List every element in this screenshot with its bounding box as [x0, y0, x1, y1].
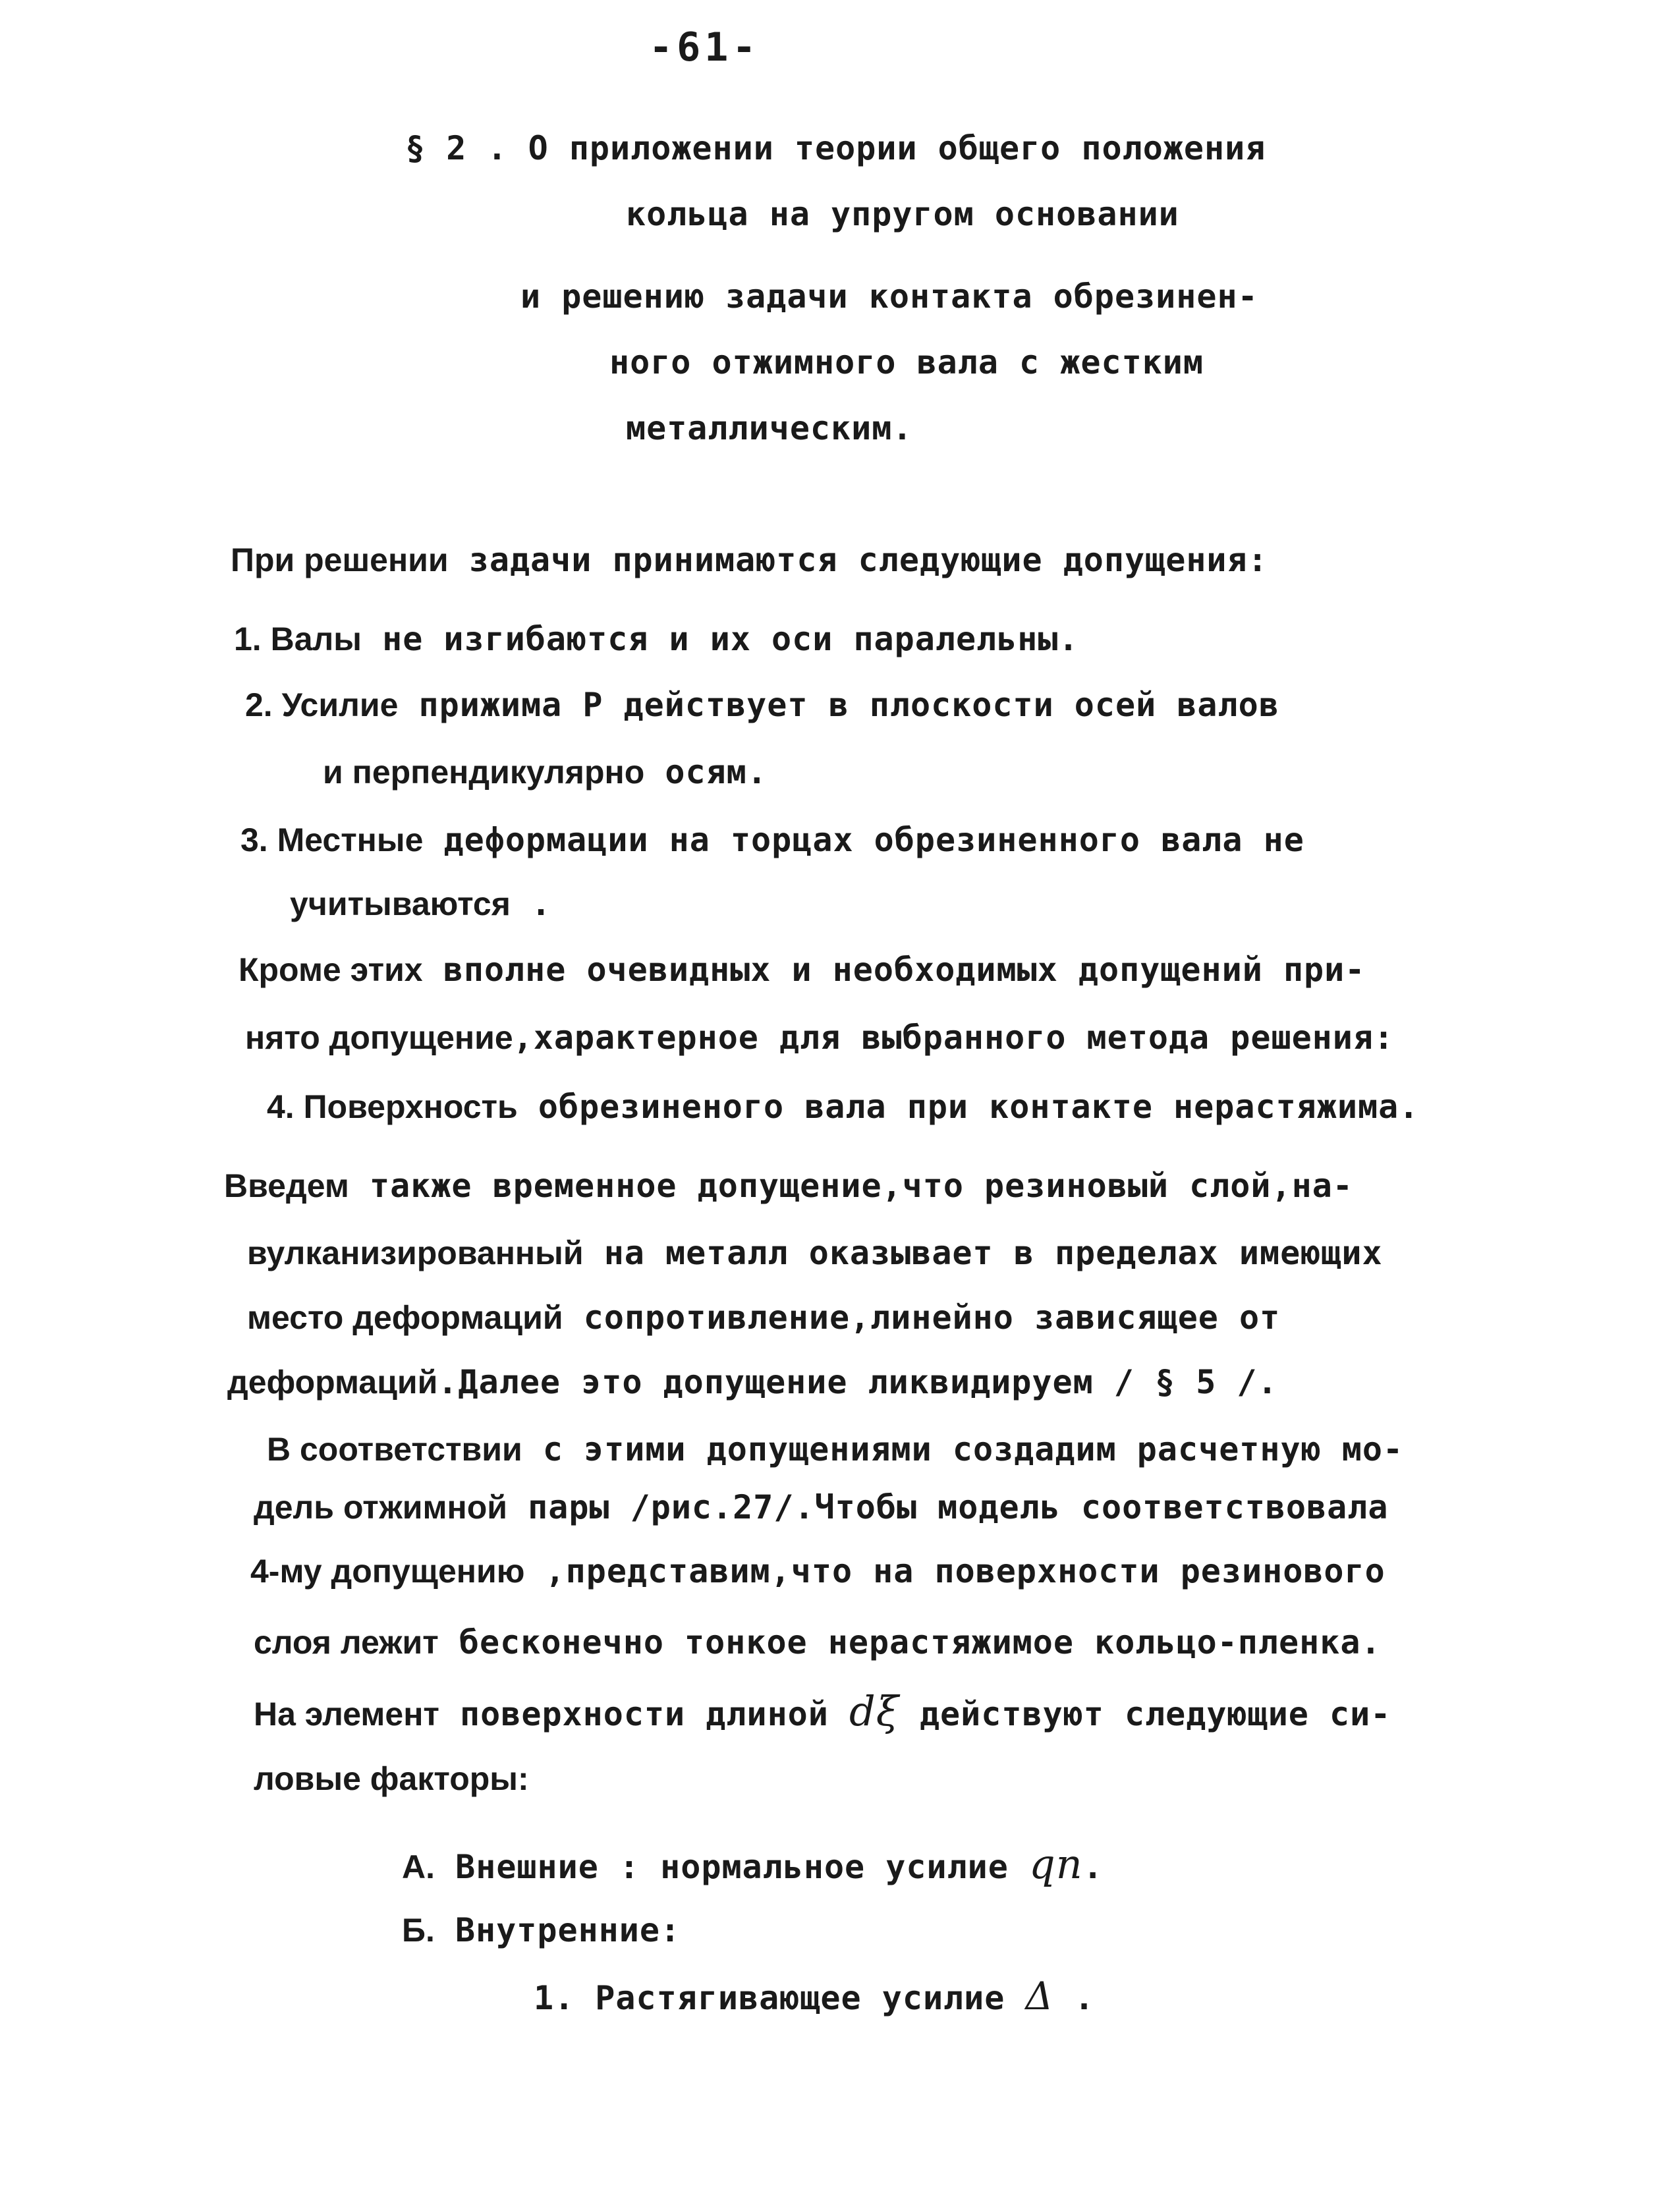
list-item-a-text: Внешние : нормальное усилие: [455, 1848, 1009, 1886]
assumption-3-cont: [290, 884, 551, 924]
title-line-1: § 2 . О приложении теории общего положения: [405, 129, 1266, 167]
list-item-a: [402, 1840, 1104, 1888]
para-3-line-2-b: пары /рис.27/.Чтобы модель соответствовала: [528, 1488, 1389, 1526]
para-2-line-3-b: сопротивление,линейно зависящее от: [583, 1298, 1281, 1337]
page-number: -61-: [649, 24, 760, 70]
para-3-line-1-b: с этими допущениями создадим расчетную мо-: [542, 1430, 1404, 1468]
para-3-line-6: [254, 1759, 529, 1798]
list-item-b-1-text: 1. Растягивающее усилие: [534, 1979, 1005, 2017]
para-2-line-4: [227, 1362, 1278, 1402]
para-2-line-2-a: вулканизированный: [247, 1235, 584, 1271]
para-2-line-2: [247, 1233, 1383, 1273]
para-3-line-6-a: ловые факторы:: [254, 1760, 529, 1797]
assumption-2-a: 2. Усилие: [245, 686, 399, 723]
para-3-line-5-c: действуют следующие си-: [919, 1695, 1391, 1733]
list-item-b-1-end: .: [1074, 1979, 1095, 2017]
para-3-line-1-a: В соответствии: [267, 1431, 522, 1468]
list-item-b-text: Внутренние:: [455, 1911, 681, 1949]
title-line-2: кольца на упругом основании: [626, 195, 1179, 233]
assumption-3-cont-b: .: [531, 885, 552, 923]
intro-text-b: задачи принимаются следующие допущения:: [468, 541, 1268, 579]
para-3-line-5-b: поверхности длиной: [460, 1695, 829, 1733]
assumption-2-cont-b: осям.: [665, 753, 768, 791]
assumption-4-b: обрезиненого вала при контакте нерастяжима.: [538, 1088, 1420, 1126]
para-3-line-4-b: бесконечно тонкое нерастяжимое кольцо-пленка.: [459, 1623, 1382, 1661]
para-3-line-5-a: На элемент: [254, 1696, 439, 1733]
para-1-line-1-a: Кроме этих: [238, 951, 423, 988]
para-3-line-1: [267, 1430, 1403, 1469]
para-1-line-1-b: вполне очевидных и необходимых допущений при-: [443, 951, 1366, 989]
para-3-line-4: [254, 1623, 1382, 1662]
para-3-line-3-b: ,представим,что на поверхности резинового: [545, 1552, 1386, 1590]
para-2-line-2-b: на металл оказывает в пределах имеющих: [603, 1234, 1383, 1272]
assumption-2: [245, 685, 1279, 725]
para-3-line-5: [254, 1687, 1391, 1735]
delta-symbol: Δ: [1025, 1974, 1054, 2018]
assumption-3: [240, 820, 1304, 860]
assumption-4: [267, 1087, 1419, 1126]
para-1-line-2: [245, 1018, 1394, 1057]
assumption-1-a: 1. Валы: [234, 621, 362, 657]
para-3-line-2: [254, 1488, 1388, 1527]
assumption-2-cont: [323, 752, 768, 792]
para-3-line-3-a: 4-му допущению: [250, 1553, 525, 1590]
para-2-line-4-a: деформаций: [227, 1364, 438, 1401]
para-3-line-2-a: дель отжимной: [254, 1489, 507, 1526]
assumption-2-cont-a: и перпендикулярно: [323, 754, 645, 791]
para-3-line-3: [250, 1551, 1386, 1591]
list-item-b: [402, 1910, 681, 1950]
assumption-3-a: 3. Местные: [240, 821, 424, 858]
title-line-5: металлическим.: [626, 409, 913, 447]
para-1-line-2-a: нято допущение: [245, 1019, 513, 1056]
assumption-2-b: прижима Р действует в плоскости осей валов: [418, 686, 1279, 724]
assumption-4-a: 4. Поверхность: [267, 1088, 518, 1125]
para-1-line-1: [238, 950, 1365, 989]
assumption-1-b: не изгибаются и их оси паралельны.: [382, 620, 1079, 658]
para-2-line-3: [247, 1298, 1280, 1337]
para-2-line-1-a: Введем: [224, 1167, 349, 1204]
list-item-a-end: .: [1082, 1848, 1104, 1886]
para-2-line-1: [224, 1166, 1353, 1206]
para-1-line-2-b: ,характерное для выбранного метода решения:: [513, 1018, 1395, 1057]
assumption-1: [234, 619, 1079, 659]
q-n-symbol: qn: [1029, 1840, 1083, 1888]
assumption-3-cont-a: учитываются: [290, 885, 511, 922]
para-2-line-3-a: место деформаций: [247, 1299, 563, 1336]
list-item-b-1: [534, 1976, 1095, 2018]
para-2-line-1-b: также временное допущение,что резиновый слой,на-: [369, 1167, 1353, 1205]
intro-text-a: При решении: [231, 542, 449, 578]
list-item-b-marker: Б.: [402, 1912, 435, 1949]
list-item-a-marker: А.: [402, 1849, 435, 1885]
title-line-3: и решению задачи контакта обрезинен-: [520, 277, 1258, 316]
assumption-3-b: деформации на торцах обрезиненного вала не: [443, 821, 1304, 859]
para-2-line-4-b: .Далее это допущение ликвидируем / § 5 /.: [437, 1363, 1278, 1401]
d-xi-symbol: dξ: [849, 1687, 899, 1735]
title-line-4: ного отжимного вала с жестким: [609, 343, 1204, 381]
intro-line: [231, 540, 1268, 580]
para-3-line-4-a: слоя лежит: [254, 1624, 439, 1661]
